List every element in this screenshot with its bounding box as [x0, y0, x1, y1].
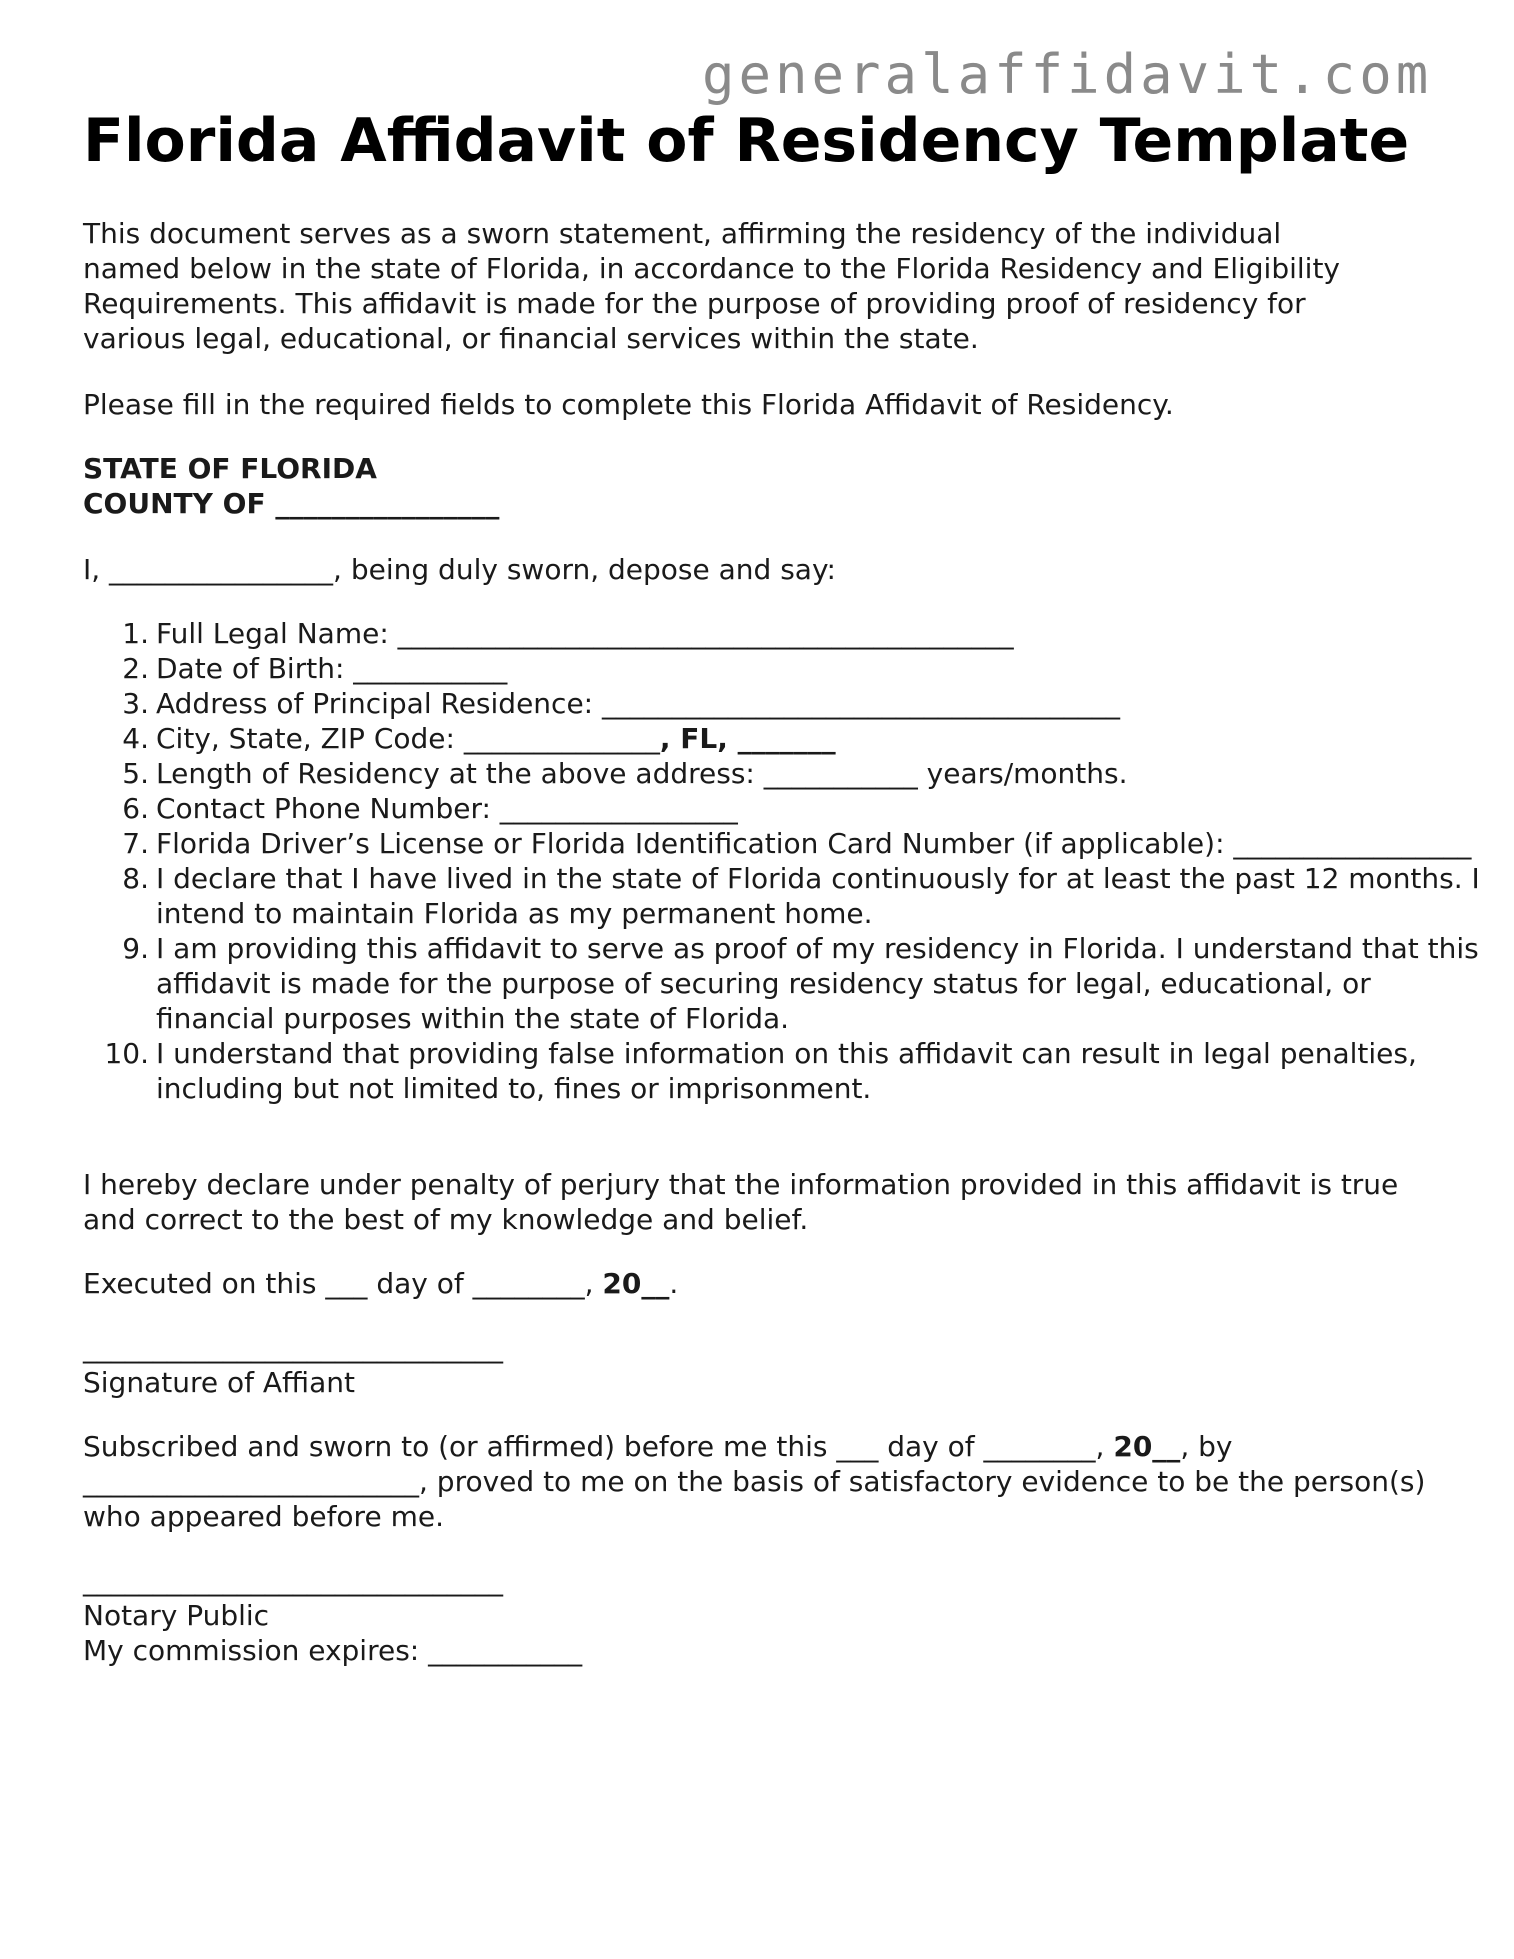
list-item: Address of Principal Residence: _____________________________________: [156, 687, 1121, 720]
page-title: Florida Affidavit of Residency Template: [83, 106, 1410, 176]
list-item: Length of Residency at the above address: ___________ years/months.: [156, 757, 1128, 790]
venue-county: COUNTY OF ________________: [83, 487, 500, 520]
notary-jurat: Subscribed and sworn to (or affirmed) before me this ___ day of ________, 20__, by ________________________, proved to me on the basis of satisfactory evidence to be the person(s) who appeared before me.: [83, 1430, 1426, 1533]
notary-signature-line: ______________________________: [83, 1564, 503, 1597]
notary-label: Notary Public: [83, 1599, 270, 1632]
list-item: Full Legal Name: ____________________________________________: [156, 617, 1014, 650]
list-item: I declare that I have lived in the state of Florida continuously for at least the past 12 months. I intend to maintain Florida as my permanent home.: [156, 862, 1480, 930]
site-watermark: generalaffidavit.com: [702, 43, 1433, 106]
list-item: I understand that providing false information on this affidavit can result in legal penalties, including but not limited to, fines or imprisonment.: [156, 1037, 1417, 1105]
intro-paragraph: This document serves as a sworn statement, affirming the residency of the individual named below in the state of Florida, in accordance to the Florida Residency and Eligibility Requirements. This affidavit is made for the purpose of providing proof of residency for various legal, educational, or financial services within the state.: [83, 217, 1340, 355]
perjury-declaration: I hereby declare under penalty of perjury that the information provided in this affidavit is true and correct to the best of my knowledge and belief.: [83, 1168, 1399, 1236]
affiant-signature-line: ______________________________: [83, 1331, 503, 1364]
state-code: , FL, _______: [659, 722, 836, 755]
affidavit-items: [83, 616, 1486, 1106]
oath-statement: I, ________________, being duly sworn, depose and say:: [83, 553, 836, 586]
commission-expiry: My commission expires: ___________: [83, 1634, 583, 1667]
list-item: I am providing this affidavit to serve as proof of my residency in Florida. I understand that this affidavit is made for the purpose of securing residency status for legal, educational, or financial purposes within the state of Florida.: [156, 932, 1479, 1035]
affiant-signature-label: Signature of Affiant: [83, 1366, 355, 1399]
list-item: Florida Driver’s License or Florida Identification Card Number (if applicable): _________________: [156, 827, 1472, 860]
instructions-paragraph: Please fill in the required fields to complete this Florida Affidavit of Residency.: [83, 388, 1174, 421]
venue-state: STATE OF FLORIDA: [83, 452, 377, 485]
venue-block: [83, 451, 1443, 521]
list-item: City, State, ZIP Code: ______________, FL, _______: [156, 722, 836, 755]
list-item: Contact Phone Number: _________________: [156, 792, 738, 825]
execution-date-line: Executed on this ___ day of ________, 20__.: [83, 1267, 679, 1300]
list-item: Date of Birth: ___________: [156, 652, 508, 685]
